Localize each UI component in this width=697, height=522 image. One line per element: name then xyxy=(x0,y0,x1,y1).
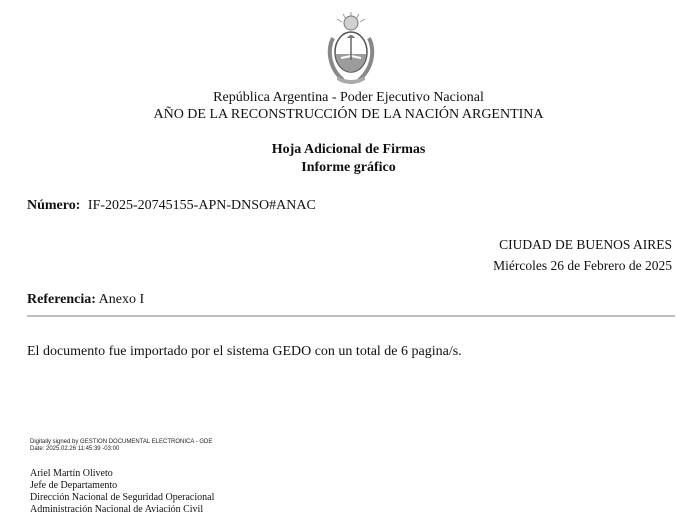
header-line-2: AÑO DE LA RECONSTRUCCIÓN DE LA NACIÓN ARGENTINA xyxy=(153,107,544,122)
digital-signature-date: Date: 2025.02.26 11:45:39 -03:00 xyxy=(30,446,120,452)
document-number-value: IF-2025-20745155-APN-DNSO#ANAC xyxy=(87,198,316,213)
signer-organization: Administración Nacional de Aviación Civil xyxy=(30,504,204,515)
digital-signature-line-1: Digitally signed by GESTION DOCUMENTAL ELECTRONICA - GDE xyxy=(30,439,213,445)
header-line-1: República Argentina - Poder Ejecutivo Nacional xyxy=(213,90,484,105)
signer-role: Jefe de Departamento xyxy=(30,480,118,491)
national-coat-of-arms-icon xyxy=(325,10,377,90)
reference-label: Referencia: xyxy=(27,292,96,307)
divider xyxy=(27,315,675,317)
signer-name: Ariel Martín Oliveto xyxy=(30,468,113,479)
reference xyxy=(27,292,144,308)
document-date: Miércoles 26 de Febrero de 2025 xyxy=(493,258,672,273)
document-subtitle: Informe gráfico xyxy=(301,160,396,175)
body-text: El documento fue importado por el sistema GEDO con un total de 6 pagina/s. xyxy=(27,344,462,359)
reference-value: Anexo I xyxy=(98,292,145,307)
city: CIUDAD DE BUENOS AIRES xyxy=(499,237,672,252)
document-number xyxy=(27,198,316,214)
signer-unit: Dirección Nacional de Seguridad Operacional xyxy=(30,492,215,503)
document-number-label: Número: xyxy=(27,198,81,213)
document-title: Hoja Adicional de Firmas xyxy=(271,142,426,157)
